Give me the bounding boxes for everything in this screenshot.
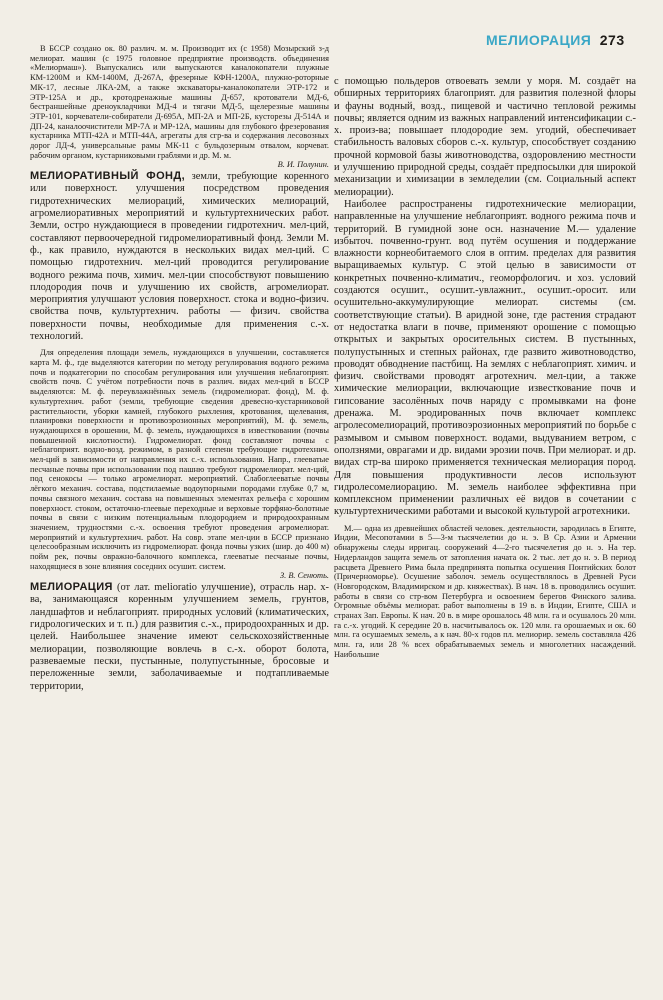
melioration-text: (от лат. melioratio улучшение), отрасль нар. х-ва, занимающаяся коренным улучшением земель, грунтов, ландшафтов и неблагоприят. природных условий (климатических, гидрологических и т. п.) для развития с.-х., природоохранных и др. целей. Наибольшее значение имеют сельскохозяйственные мелиорации, позволяющие вовлечь в с.-х. оборот болота, развеваемые пески, пустынные, полупустынные, бросовые и переложенные земли, заболачиваемые и подтапливаемые территории, (30, 582, 329, 692)
fund-article (30, 170, 329, 343)
melioration-article (30, 581, 329, 693)
right-column (334, 76, 636, 660)
melioration-term: МЕЛИОРАЦИЯ (30, 581, 113, 594)
fund-small-paragraph: Для определения площади земель, нуждающихся в улучшении, составляется карта М. ф., где выделяются категории по методу регулирования водного режима почв и подкатегории по способам регулирования или улучшения неблагоприят. свойств почв. С учётом потребности почв в различ. видах мел-ций в БССР выделяются: М. ф. переувлажнённых земель (гидромелиорат. фонд), М. ф. культуртехнич. работ (земли, требующие сведения древесно-кустарниковой растительности, уборки камней, глубокого рыхления, кротования, щелевания, планировки поверхности и противоэрозионных мероприятий), М. ф. земель, нуждающихся в орошении, М. ф. земель, нуждающихся в известковании (почвы повышенной кислотности). Гидромелиорат. фонд составляют почвы с неблагоприят. водно-возд. режимом, в разной степени требующие гидротехнич. мел-ций в зависимости от направления их с.-х. использования. Напр., глееватые песчаные почвы при использовании под пашню требуют гидромелиорат. мел-ций, под сенокосы — только агромелиорат. мероприятий. Слабоглееватые почвы лёгкого механич. состава, подстилаемые водоупорными породами глубже 0,7 м, почвы связного механич. состава на повышенных элементах рельефа с хорошим поверхност. стоком, остаточно-глеевые переходные и верховые торфяно-болотные почвы в связи с низким потенциальным плодородием и природоохранным значением, трудностями с.-х. освоения требуют проведения агромелиорат. мероприятий и культуртехнич. работ. На совр. этапе мел-ции в БССР признано целесообразным исключить из гидромелиорат. фонда почвы узких (шир. до 400 м) пойм рек, почвы овражно-балочного комплекса, глееватые песчаные почвы, находящиеся в зоне влияния соседних осушит. систем. (30, 348, 329, 571)
left-column (30, 44, 329, 693)
right-paragraph-1: с помощью польдеров отвоевать земли у моря. М. создаёт на обширных территориях благоприят. для развития полезной флоры и фауны водный, возд., пищевой и частично тепловой режимы почвы; является одним из важных направлений интенсификации с.-х. произ-ва; повышает плодородие зем. угодий, обеспечивает стабильность валовых сборов с.-х. культур, способствует созданию прочной кормовой базы животноводства, оздоровлению местности и улучшению природной среды, создаёт предпосылки для широкой механизации и химизации в земледелии (см. Социальный аспект мелиорации). (334, 76, 636, 198)
machines-author: В. И. Полунин. (277, 160, 329, 170)
running-head-title: МЕЛИОРАЦИЯ (486, 32, 592, 48)
history-paragraph: М.— одна из древнейших областей человек. деятельности, зародилась в Египте, Индии, Месопотамии в 5—3-м тысячелетии до н. э. В Ср. Азии и Армении обнаружены следы ирригац. сооружений 4—2-го тысячелетия до н. э. На тер. Нидерландов защита земель от затопления начата ок. 2 тыс. лет до н. э. В период расцвета Древнего Рима была предпринята попытка осушения Понтийских болот (Причерноморье). Осушение заболоч. земель осуществлялось в Древней Руси (Новгородском, Владимирском и др. княжествах). В нач. 18 в. проводились осушит. работы в связи со стр-вом Петербурга и освоением берегов Финского залива. Огромные объёмы мелиорат. работ выполнены в 19 в. в Индии, Египте, США и странах Зап. Европы. К нач. 20 в. в мире орошалось 48 млн. га и осушалось 20 млн. га с.-х. угодий. К середине 20 в. насчитывалось ок. 120 млн. га орошаемых и ок. 60 млн. га осушаемых земель, а к нач. 80-х годов пл. мелиорир. земель составляла 426 млн. га, или 28 % всех обрабатываемых земель и многолетних насаждений. Наибольшие (334, 523, 636, 659)
running-header (486, 32, 647, 48)
machines-paragraph: В БССР создано ок. 80 различ. м. м. Производит их (с 1958) Мозырский з-д мелиорат. машин (с 1975 головное предприятие производств. объединения «Мелиормаш»). Выпускались или выпускаются каналокопатели плужные КМ-1200М и КМ-1400М, Д-267А, фрезерные КФН-1200А, плужно-роторные МК-17, лесные ЛКА-2М, а также экскаваторы-каналокопатели ЭТР-172 и ЭТР-125А и др., кротодренажные машины Д-657, кротователи МД-6, бестраншейные дреноукладчики МД-4 и тягачи МД-5, щелерезные машины ЭТР-101, корчеватели-собиратели Д-695А, МП-2А и МП-2Б, кусторезы Д-514А и ДП-24, каналоочистители МР-7А и МР-12А, машины для глубокого фрезерования кустарника МТП-42А и МТП-44А, агрегаты для сгр-ва и содержания лесовозных дорог ЛД-4, универсальные рамы МК-11 с бульдозерным отвалом, корчеват. рабочим органом, кустарниковыми граблями и др. М. м. (30, 44, 329, 160)
fund-text: земли, требующие коренного или поверхност. улучшения посредством проведения гидротехнических мелиораций, химических мелиораций, агромелиоративных мероприятий и культуртехнических работ. Земли, остро нуждающиеся в проведении гидротехнич. мел-ций, составляют первоочередной гидромелиоративный фонд. Земли М. ф., как правило, нуждаются в нескольких видах мел-ций. С помощью гидротехнич. мел-ций проводится регулирование водного режима почв, химич. мел-ции способствуют повышению плодородия почв и улучшению их свойств, агромелиорат. мероприятия улучшают условия поверхност. стока и водно-физич. свойства почв, культуртехнич. работы — физич. свойства поверхности почвы, необходимые для применения с.-х. технологий. (30, 171, 329, 342)
fund-author: З. В. Сенють. (279, 571, 329, 581)
fund-term: МЕЛИОРАТИВНЫЙ ФОНД, (30, 170, 186, 183)
page-number: 273 (599, 32, 625, 48)
right-paragraph-2: Наиболее распространены гидротехнические мелиорации, направленные на улучшение неблагоприят. водного режима почв и территорий. В гумидной зоне осн. назначение М.— удаление избыточ. почвенно-грунт. вод путём осушения и поддержание влажности корнеобитаемого слоя в оптим. пределах для развития выращиваемых культур. С этой целью в зависимости от конкретных почвенно-климатич., геоморфологич. и хоз. условий создаются осушит., осушит.-увлажнит., осушит.-оросит. или осушительно-аккумулирующие мелиорат. системы (см. соответствующие статьи). В аридной зоне, где растения страдают от недостатка влаги в почве, применяют орошение с помощью открытых и закрытых оросительных систем. В пустынных, полупустынных и степных районах, где развито животноводство, проводят обводнение пастбищ. На землях с неблагоприят. химич. и физич. свойствами проводят агротехнич. мел-ции, а также химические мелиорации, включающие известкование почв и гипсование засолённых почв наряду с промывками на фоне дренажа. М. эродированных почв включает комплекс агролесомелиораций, противоэрозионных мероприятий по борьбе с размывом и смывом поверхност. водами, выдуванием ветром, с оползнями, оврагами и др. видами эрозии почв. При мелиорат. и др. видах стр-ва широко применяется техническая мелиорация пород. Для повышения продуктивности лесов используют гидролесомелиорацию. М. земель наиболее эффективна при комплексном применении различных её видов в сочетании с культуртехническими работами и высокой культурой агротехники. (334, 198, 636, 518)
